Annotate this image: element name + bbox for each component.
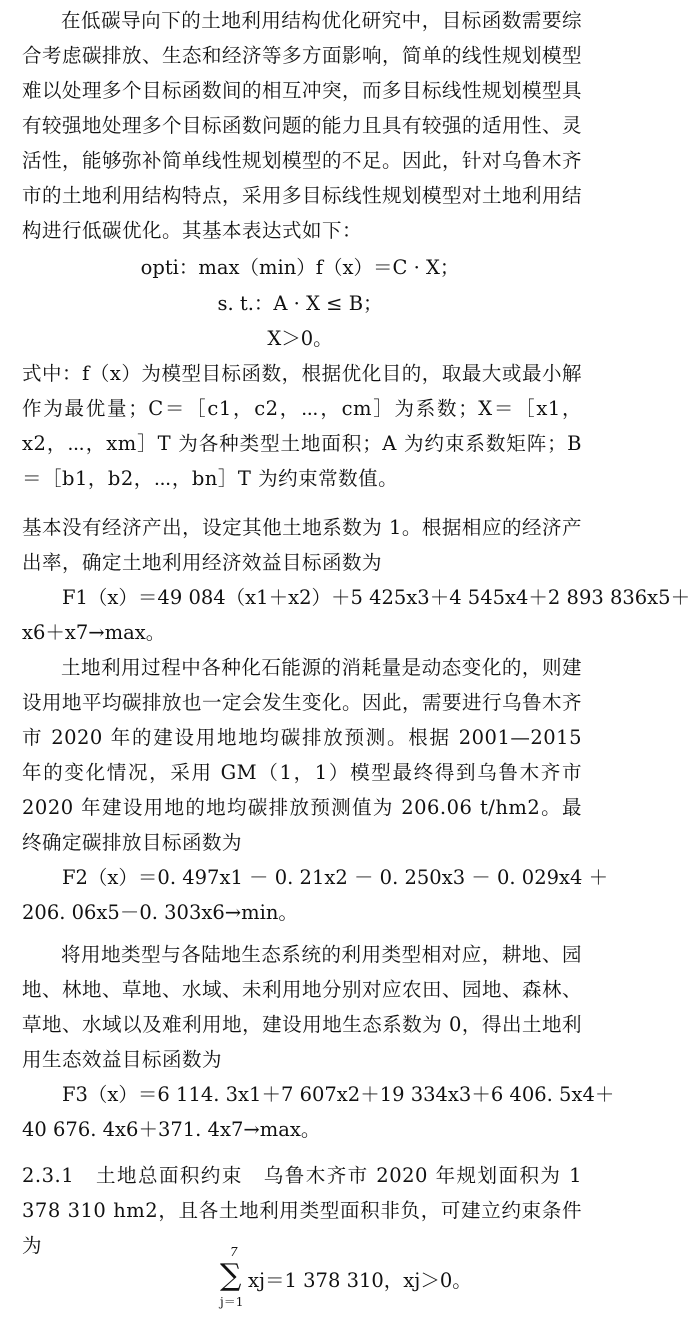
model-objective-equation: opti：max（min）f（x）＝C · X； <box>140 256 460 279</box>
ecology-paragraph: 将用地类型与各陆地生态系统的利用类型相对应，耕地、园地、林地、草地、水域、未利用地分别对应农田、园地、森林、草地、水域以及难利用地，建设用地生态系数为 0，得出土地利用生态效益目标函数为 <box>22 943 583 1071</box>
constraint-paragraph <box>22 1158 582 1263</box>
section-heading: 2.3.1 土地总面积约束 <box>22 1164 243 1187</box>
economic-paragraph: 基本没有经济产出，设定其他土地系数为 1。根据相应的经济产出率，确定土地利用经济效益目标函数为 <box>22 516 582 574</box>
economic-equation-line1: F1（x）＝49 084（x1＋x2）＋5 425x3＋4 545x4＋2 893 836x5＋ <box>62 586 690 609</box>
carbon-equation-line1: F2（x）＝0. 497x1 － 0. 21x2 － 0. 250x3 － 0. 029x4 ＋ <box>62 866 609 889</box>
sum-lower-limit: j＝1 <box>220 1295 244 1309</box>
constraint-text: 乌鲁木齐市 2020 年规划面积为 1 378 310 hm2，且各土地利用类型面积非负，可建立约束条件为 <box>22 1164 582 1257</box>
sigma-symbol: ∑ <box>220 1258 242 1293</box>
economic-equation-line2: x6＋x7→max。 <box>22 621 166 644</box>
summation-equation <box>220 1245 580 1313</box>
ecology-equation-line2: 40 676. 4x6＋371. 4x7→max。 <box>22 1118 321 1141</box>
model-constraint-equation: s. t.：A · X ≤ B； <box>217 292 383 315</box>
sum-upper-limit: 7 <box>230 1245 238 1259</box>
definitions-paragraph: 式中：f（x）为模型目标函数，根据优化目的，取最大或最小解作为最优量；C＝［c1，c2，⋯，cm］为系数；X＝［x1，x2，⋯，xm］T 为各种类型土地面积；A 为约束系数矩阵；B＝［b1，b2，⋯，bn］T 为约束常数值。 <box>22 362 582 490</box>
model-nonnegativity-equation: X＞0。 <box>267 327 333 350</box>
carbon-equation-line2: 206. 06x5－0. 303x6→min。 <box>22 901 298 924</box>
ecology-equation-line1: F3（x）＝6 114. 3x1＋7 607x2＋19 334x3＋6 406. 5x4＋ <box>62 1083 615 1106</box>
intro-paragraph: 在低碳导向下的土地利用结构优化研究中，目标函数需要综合考虑碳排放、生态和经济等多方面影响，简单的线性规划模型难以处理多个目标函数间的相互冲突，而多目标线性规划模型具有较强地处理多个目标函数问题的能力且具有较强的适用性、灵活性，能够弥补简单线性规划模型的不足。因此，针对乌鲁木齐市的土地利用结构特点，采用多目标线性规划模型对土地利用结构进行低碳优化。其基本表达式如下： <box>22 9 583 242</box>
sum-expression: xj＝1 378 310，xj＞0。 <box>248 1269 472 1292</box>
carbon-paragraph: 土地利用过程中各种化石能源的消耗量是动态变化的，则建设用地平均碳排放也一定会发生变化。因此，需要进行乌鲁木齐市 2020 年的建设用地地均碳排放预测。根据 2001—2015 年的变化情况，采用 GM（1，1）模型最终得到乌鲁木齐市 2020 年建设用地的地均碳排放预测值为 206.06 t/hm2。最终确定碳排放目标函数为 <box>22 656 583 854</box>
